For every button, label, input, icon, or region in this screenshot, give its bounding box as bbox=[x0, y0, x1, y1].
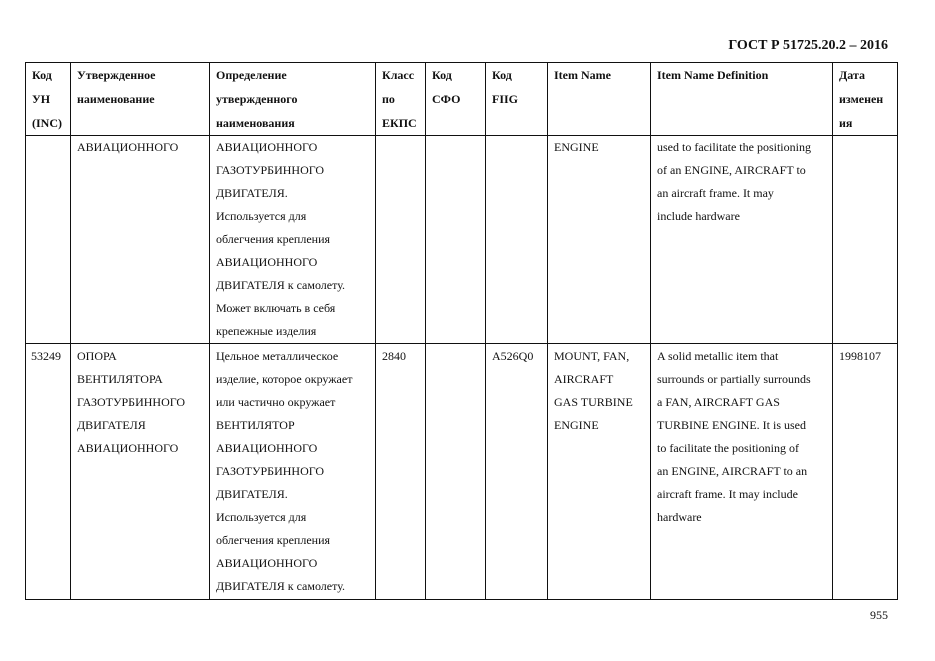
nomenclature-table bbox=[25, 62, 898, 600]
cell-text-line: Определение bbox=[216, 68, 287, 82]
cell-text-line: ВЕНТИЛЯТОРА bbox=[77, 372, 163, 386]
cell-item-name-definition bbox=[651, 136, 833, 344]
cell-text-line: ДВИГАТЕЛЯ. bbox=[216, 186, 288, 200]
header-fiig-code bbox=[486, 63, 548, 136]
cell-text-line: ГАЗОТУРБИННОГО bbox=[77, 395, 186, 409]
header-approved-name bbox=[71, 63, 210, 136]
cell-item-name bbox=[548, 344, 651, 600]
header-change-date bbox=[833, 63, 898, 136]
cell-fiig-code bbox=[486, 136, 548, 344]
cell-sfo-code bbox=[426, 136, 486, 344]
header-ekps-class bbox=[376, 63, 426, 136]
cell-text-line: include hardware bbox=[657, 209, 740, 223]
cell-text-line: ГАЗОТУРБИННОГО bbox=[216, 163, 325, 177]
cell-text-line: наименование bbox=[77, 92, 155, 106]
cell-text-line: AIRCRAFT bbox=[554, 372, 614, 386]
cell-text-line: ENGINE bbox=[554, 140, 599, 154]
cell-text-line: (INC) bbox=[32, 116, 62, 130]
cell-text-line: облегчения крепления bbox=[216, 533, 331, 547]
cell-text-line: used to facilitate the positioning bbox=[657, 140, 811, 154]
cell-text-line: ДВИГАТЕЛЯ bbox=[77, 418, 146, 432]
cell-text-line: Item Name Definition bbox=[657, 68, 769, 82]
cell-text-line: утвержденного bbox=[216, 92, 298, 106]
header-item-name bbox=[548, 63, 651, 136]
cell-text-line: Код bbox=[492, 68, 512, 82]
cell-text-line: ВЕНТИЛЯТОР bbox=[216, 418, 295, 432]
cell-text-line: Используется для bbox=[216, 209, 307, 223]
header-sfo-code bbox=[426, 63, 486, 136]
cell-text-line: ЕКПС bbox=[382, 116, 417, 130]
cell-text-line: hardware bbox=[657, 510, 702, 524]
cell-approved-name bbox=[71, 344, 210, 600]
cell-text-line: АВИАЦИОННОГО bbox=[216, 556, 318, 570]
cell-text-line: или частично окружает bbox=[216, 395, 336, 409]
cell-item-name bbox=[548, 136, 651, 344]
cell-text-line: ДВИГАТЕЛЯ к самолету. bbox=[216, 278, 346, 292]
document-header: ГОСТ Р 51725.20.2 – 2016 bbox=[728, 38, 888, 53]
page-number: 955 bbox=[870, 608, 888, 622]
table-header-row bbox=[26, 63, 898, 136]
cell-text-line: Цельное металлическое bbox=[216, 349, 339, 363]
cell-text-line: АВИАЦИОННОГО bbox=[216, 441, 318, 455]
cell-text-line: Item Name bbox=[554, 68, 611, 82]
table-row bbox=[26, 136, 898, 344]
cell-text-line: по bbox=[382, 92, 395, 106]
cell-fiig-code bbox=[486, 344, 548, 600]
cell-text-line: A526Q0 bbox=[492, 349, 534, 363]
cell-text-line: TURBINE ENGINE. It is used bbox=[657, 418, 806, 432]
cell-ekps-class bbox=[376, 136, 426, 344]
cell-text-line: 2840 bbox=[382, 349, 406, 363]
cell-text-line: 53249 bbox=[31, 349, 61, 363]
cell-text-line: a FAN, AIRCRAFT GAS bbox=[657, 395, 780, 409]
cell-change-date bbox=[833, 344, 898, 600]
cell-text-line: АВИАЦИОННОГО bbox=[77, 140, 179, 154]
cell-text-line: изменен bbox=[839, 92, 884, 106]
cell-text-line: облегчения крепления bbox=[216, 232, 331, 246]
cell-text-line: наименования bbox=[216, 116, 295, 130]
cell-text-line: to facilitate the positioning of bbox=[657, 441, 799, 455]
cell-text-line: АВИАЦИОННОГО bbox=[216, 140, 318, 154]
cell-text-line: aircraft frame. It may include bbox=[657, 487, 798, 501]
cell-text-line: Код bbox=[32, 68, 52, 82]
cell-text-line: крепежные изделия bbox=[216, 324, 317, 338]
cell-text-line: Код bbox=[432, 68, 452, 82]
cell-text-line: ОПОРА bbox=[77, 349, 117, 363]
cell-inc-code bbox=[26, 136, 71, 344]
cell-text-line: surrounds or partially surrounds bbox=[657, 372, 811, 386]
cell-text-line: 1998107 bbox=[839, 349, 881, 363]
cell-text-line: ия bbox=[839, 116, 853, 130]
cell-sfo-code bbox=[426, 344, 486, 600]
cell-text-line: АВИАЦИОННОГО bbox=[77, 441, 179, 455]
cell-text-line: изделие, которое окружает bbox=[216, 372, 353, 386]
cell-text-line: FIIG bbox=[492, 92, 519, 106]
cell-text-line: ДВИГАТЕЛЯ. bbox=[216, 487, 288, 501]
header-inc-code bbox=[26, 63, 71, 136]
cell-text-line: Используется для bbox=[216, 510, 307, 524]
cell-text-line: Утвержденное bbox=[77, 68, 156, 82]
cell-text-line: ENGINE bbox=[554, 418, 599, 432]
cell-text-line: Дата bbox=[839, 68, 865, 82]
cell-item-name-definition bbox=[651, 344, 833, 600]
cell-name-definition bbox=[210, 344, 376, 600]
header-name-definition bbox=[210, 63, 376, 136]
header-item-name-definition bbox=[651, 63, 833, 136]
cell-text-line: СФО bbox=[432, 92, 461, 106]
cell-text-line: an aircraft frame. It may bbox=[657, 186, 774, 200]
table-row bbox=[26, 344, 898, 600]
cell-text-line: Может включать в себя bbox=[216, 301, 336, 315]
cell-text-line: an ENGINE, AIRCRAFT to an bbox=[657, 464, 808, 478]
cell-text-line: АВИАЦИОННОГО bbox=[216, 255, 318, 269]
cell-approved-name bbox=[71, 136, 210, 344]
cell-inc-code bbox=[26, 344, 71, 600]
cell-ekps-class bbox=[376, 344, 426, 600]
cell-change-date bbox=[833, 136, 898, 344]
cell-text-line: MOUNT, FAN, bbox=[554, 349, 630, 363]
cell-text-line: GAS TURBINE bbox=[554, 395, 633, 409]
cell-text-line: ДВИГАТЕЛЯ к самолету. bbox=[216, 579, 346, 593]
cell-text-line: A solid metallic item that bbox=[657, 349, 779, 363]
cell-text-line: УН bbox=[32, 92, 51, 106]
cell-text-line: Класс bbox=[382, 68, 415, 82]
cell-name-definition bbox=[210, 136, 376, 344]
cell-text-line: of an ENGINE, AIRCRAFT to bbox=[657, 163, 806, 177]
cell-text-line: ГАЗОТУРБИННОГО bbox=[216, 464, 325, 478]
